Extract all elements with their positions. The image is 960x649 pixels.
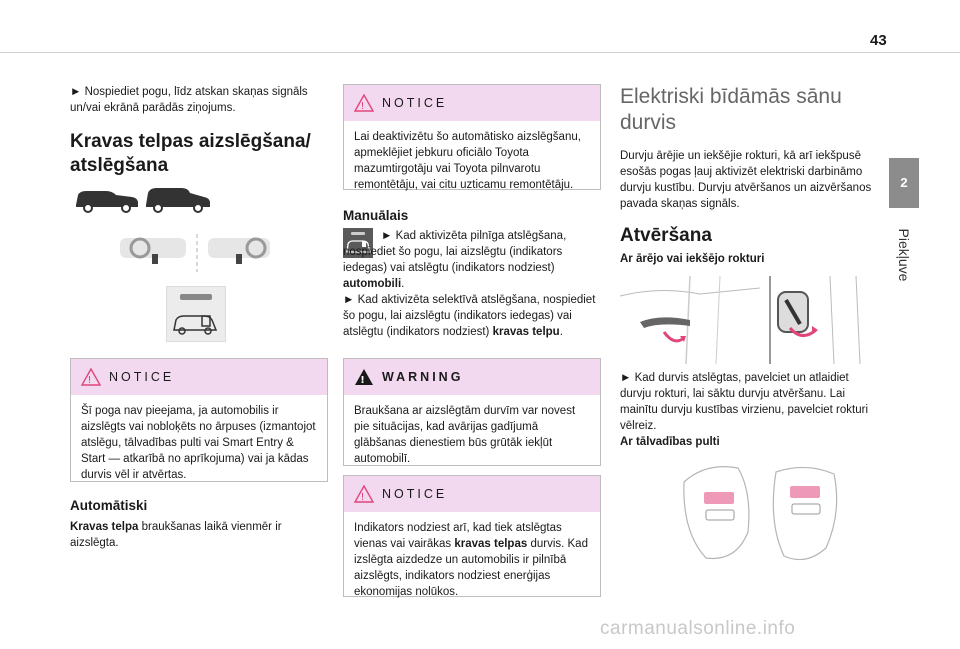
notice-header [344, 476, 600, 512]
manual-text-2 [343, 292, 601, 340]
notice-header [344, 85, 600, 121]
sliding-doors-intro: Durvju ārējie un iekšējie rokturi, kā arī iekšpusē esošās pogas ļauj aktivizēt elektriski darbināmo durvju kustību. Durvju atvēršanos un aizvēršanos pavada skaņas signāls. [620, 150, 872, 210]
notice-body: Lai deaktivizētu šo automātisko aizslēgšanu, apmeklējiet jebkuru oficiālo Toyota mazumtirgotāju vai Toyota pilnvarotu remontētāju, vai citu uzticamu remontētāju. [354, 131, 581, 191]
notice-title: NOTICE [382, 96, 448, 110]
lock-button-icon [236, 254, 242, 264]
notice-body-a: Indikators nodziest arī, kad tiek atslēgtas vienas vai vairākas [354, 522, 562, 550]
manual-text-1 [343, 228, 601, 292]
notice-box [70, 358, 328, 482]
automatic-heading: Automātiski [70, 498, 148, 513]
door-handle-illustration [620, 276, 874, 364]
manual-p2-bold: kravas telpu [492, 326, 560, 338]
notice-triangle-icon [354, 485, 374, 503]
warning-header [344, 359, 600, 395]
warning-triangle-icon [354, 368, 374, 386]
svg-text:!: ! [360, 375, 368, 386]
page-number: 43 [870, 32, 887, 49]
indicator-light [180, 294, 212, 300]
manual-p1-end: . [401, 278, 405, 290]
manual-heading: Manuālais [343, 208, 409, 223]
key-fob-icon [684, 467, 837, 560]
svg-text:!: ! [360, 492, 368, 503]
opening-heading: Atvēršana [620, 225, 712, 246]
vans-illustration [72, 185, 212, 213]
automatic-rest: braukšanas laikā vienmēr ir aizslēgta. [70, 521, 282, 549]
manual-p2-text: ► Kad aktivizēta selektīvā atslēgšana, nospiediet šo pogu, lai aizslēgtu (indikators iedegas) vai atslēgtu (indikators nodziest) [343, 294, 596, 338]
automatic-bold: Kravas telpa [70, 521, 139, 533]
notice-body: Šī poga nav pieejama, ja automobilis ir aizslēgts vai nobloķēts no ārpuses (izmantojot atslēgu, tālvadības pulti vai Smart Entry & Start — atkarībā no aprīkojuma) vai ja kādas durvis vēl ir atvērtas. [81, 405, 316, 481]
lock-button-icon [706, 510, 734, 520]
manual-p1-bold: automobili [343, 278, 402, 290]
remote-key-illustration [676, 462, 846, 566]
manual-p2-end: . [559, 326, 563, 338]
lock-button-icon [152, 254, 158, 264]
dashboard-illustration [120, 232, 270, 274]
notice-box [343, 475, 601, 597]
chapter-label: Piekļuve [896, 228, 912, 282]
section-heading-sliding-doors: Elektriski bīdāmās sānu durvis [620, 85, 842, 134]
notice-body [344, 512, 600, 608]
notice-triangle-icon [354, 94, 374, 112]
svg-text:!: ! [87, 375, 95, 386]
notice-body-bold: kravas telpas [454, 538, 528, 550]
notice-body-c: durvis. Kad izslēgta aizdedze un automobilis ir pilnībā aizslēgts, indikators nodziest enerģijas ekonomijas nolūkos. [354, 538, 588, 598]
header-rule [0, 52, 960, 53]
van-icon [146, 188, 210, 212]
chapter-tab[interactable]: 2 [889, 158, 919, 208]
watermark: carmanualsonline.info [600, 618, 796, 639]
handle-text: ► Kad durvis atslēgtas, pavelciet un atlaidiet durvju rokturi, lai sāktu durvju atvēršanu. Lai mainītu durvju kustības virzienu, pavelciet rokturi vēlreiz. [620, 372, 868, 432]
intro-text: ► Nospiediet pogu, līdz atskan skaņas signāls un/vai ekrānā parādās ziņojums. [70, 86, 308, 114]
notice-title: NOTICE [109, 370, 175, 384]
unlock-button-icon [704, 492, 734, 504]
notice-box [343, 84, 601, 190]
cargo-lock-button-illustration [166, 286, 226, 342]
warning-title: WARNING [382, 370, 464, 384]
remote-heading: Ar tālvadības pulti [620, 436, 720, 448]
warning-box [343, 358, 601, 466]
van-icon [76, 191, 138, 212]
svg-text:!: ! [360, 101, 368, 112]
notice-triangle-icon [81, 368, 101, 386]
automatic-text [70, 519, 328, 551]
manual-p1-text: ► Kad aktivizēta pilnīga atslēgšana, nospiediet šo pogu, lai aizslēgtu (indikators iedegas) vai atslēgtu (indikators nodziest) [343, 230, 567, 274]
handle-heading: Ar ārējo vai iekšējo rokturi [620, 253, 765, 265]
warning-body: Braukšana ar aizslēgtām durvīm var novest pie situācijas, kad avārijas gadījumā glābšanas dienestiem būs grūtāk iekļūt automobilī. [354, 405, 576, 465]
notice-title: NOTICE [382, 487, 448, 501]
section-heading-cargo-lock: Kravas telpas aizslēgšana/ atslēgšana [70, 131, 311, 176]
lock-button-icon [792, 504, 820, 514]
unlock-button-icon [790, 486, 820, 498]
notice-header [71, 359, 327, 395]
